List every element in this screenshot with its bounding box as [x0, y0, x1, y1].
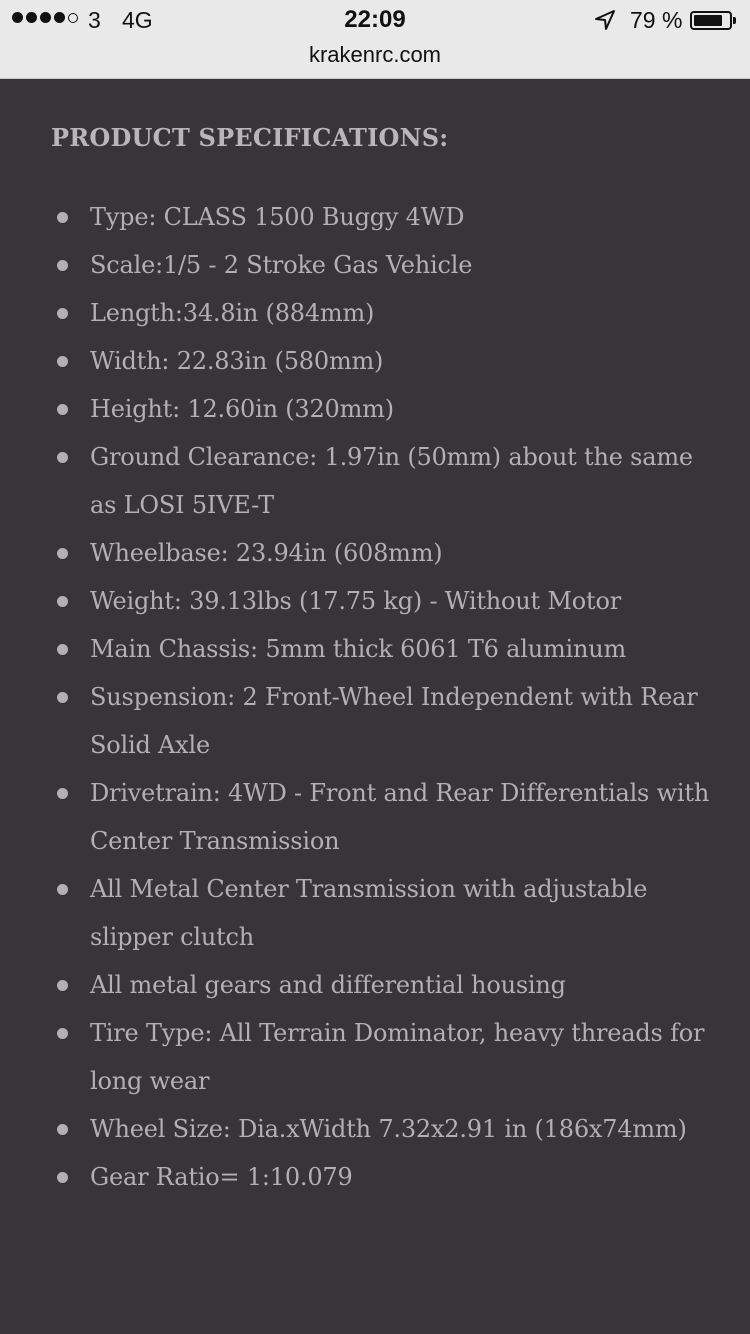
spec-item: Length:34.8in (884mm): [90, 289, 710, 337]
spec-item: Type: CLASS 1500 Buggy 4WD: [90, 193, 710, 241]
spec-item: Wheel Size: Dia.xWidth 7.32x2.91 in (186x74mm): [90, 1105, 710, 1153]
spec-item: Drivetrain: 4WD - Front and Rear Differentials with Center Transmission: [90, 769, 710, 865]
status-time: 22:09: [344, 6, 406, 33]
location-arrow-icon: [594, 9, 616, 36]
spec-item: Scale:1/5 - 2 Stroke Gas Vehicle: [90, 241, 710, 289]
network-type: 4G: [122, 7, 153, 33]
section-heading: PRODUCT SPECIFICATIONS:: [51, 123, 449, 152]
spec-item: Height: 12.60in (320mm): [90, 385, 710, 433]
spec-item: All Metal Center Transmission with adjustable slipper clutch: [90, 865, 710, 961]
spec-item: Main Chassis: 5mm thick 6061 T6 aluminum: [90, 625, 710, 673]
spec-item: Gear Ratio= 1:10.079: [90, 1153, 710, 1201]
page-content: [0, 79, 750, 1334]
address-bar-url[interactable]: krakenrc.com: [308, 42, 442, 67]
carrier-name: 3: [88, 7, 102, 33]
battery-percentage: 79 %: [630, 7, 683, 33]
spec-list: [90, 193, 710, 1201]
spec-item: Ground Clearance: 1.97in (50mm) about the same as LOSI 5IVE-T: [90, 433, 710, 529]
spec-item: All metal gears and differential housing: [90, 961, 710, 1009]
spec-item: Tire Type: All Terrain Dominator, heavy threads for long wear: [90, 1009, 710, 1105]
spec-item: Width: 22.83in (580mm): [90, 337, 710, 385]
browser-top-bar: [0, 0, 750, 79]
spec-item: Suspension: 2 Front-Wheel Independent with Rear Solid Axle: [90, 673, 710, 769]
spec-item: Weight: 39.13lbs (17.75 kg) - Without Motor: [90, 577, 710, 625]
battery-icon: [690, 11, 732, 30]
status-bar: [0, 0, 750, 42]
spec-item: Wheelbase: 23.94in (608mm): [90, 529, 710, 577]
